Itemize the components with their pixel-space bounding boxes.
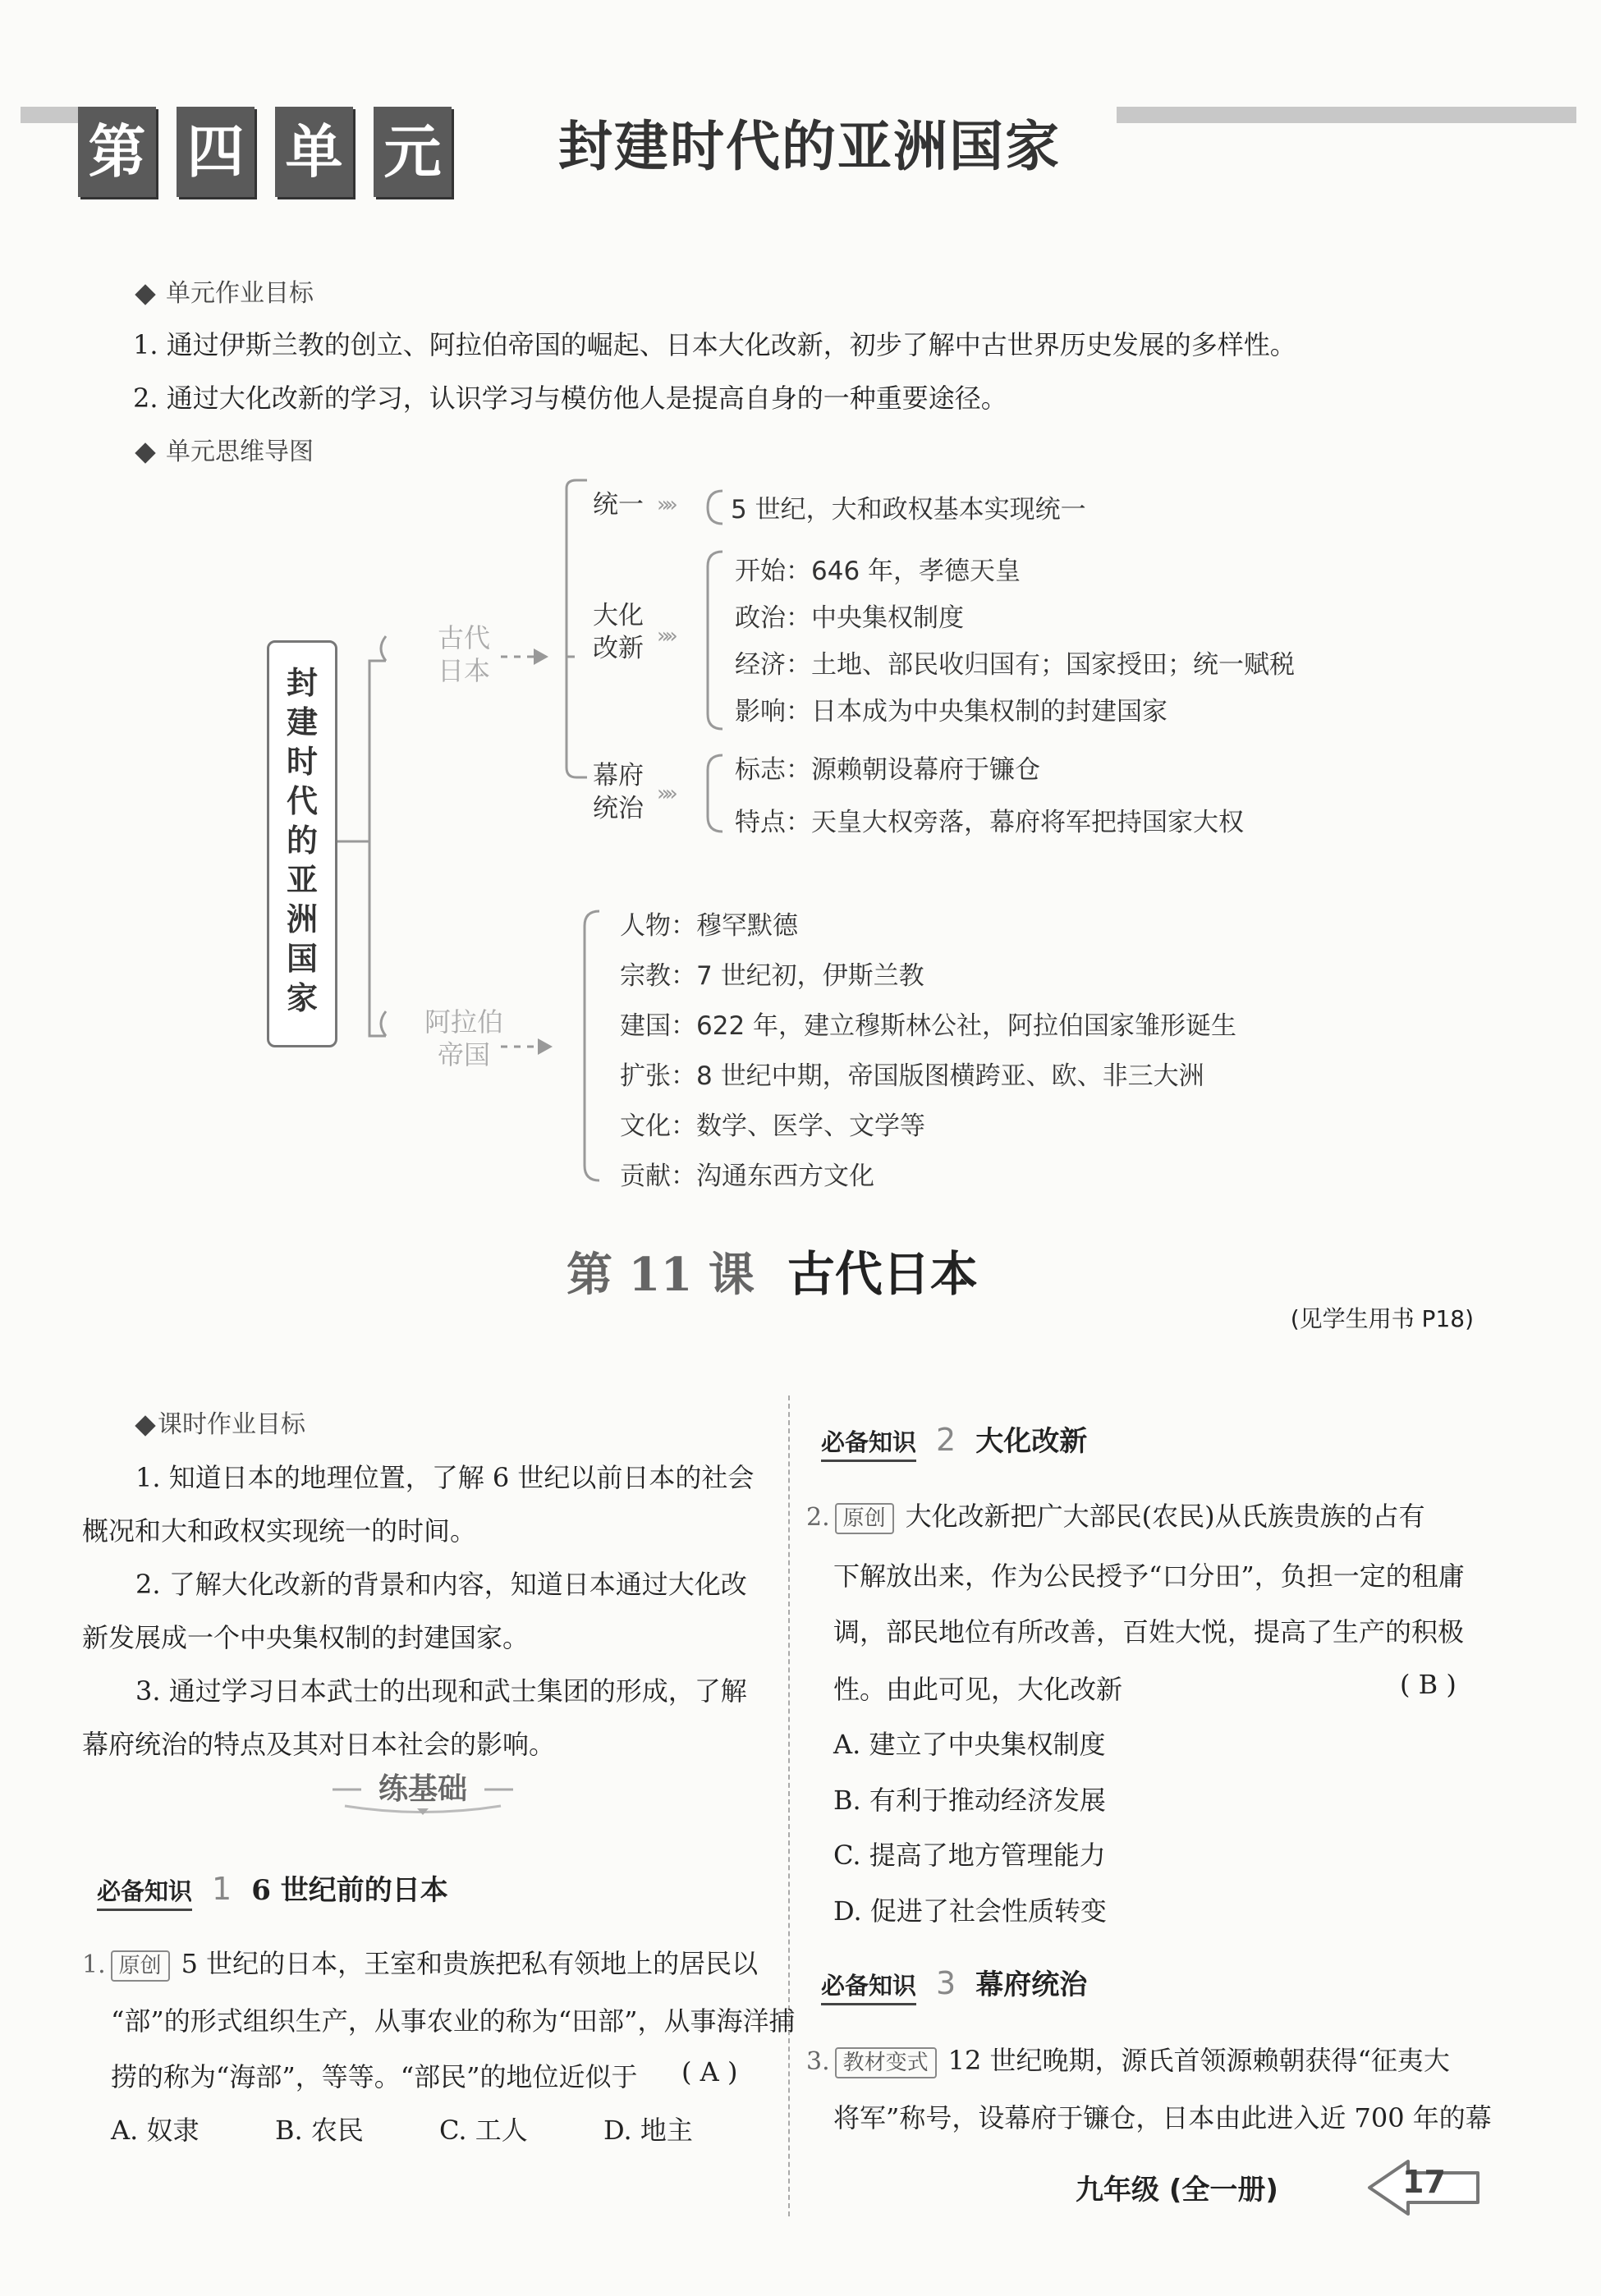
leaf-arab-1: 人物：穆罕默德 (620, 911, 798, 941)
question-1-option-c: C. 工人 (439, 2115, 528, 2146)
node-bakufu-line2: 统治 (593, 794, 644, 823)
question-3-badge: 教材变式 (835, 2047, 937, 2078)
question-2-line-1 (806, 1496, 1425, 1534)
unit-char-3: 单 (275, 107, 353, 197)
question-3-number: 3. (806, 2047, 830, 2076)
lesson-title (567, 1235, 978, 1304)
lesson-number: 第 11 课 (567, 1248, 755, 1302)
question-2-text-2: 下解放出来，作为公民授予“口分田”，负担一定的租庸 (833, 1560, 1465, 1592)
knowledge-3-title: 幕府统治 (975, 1968, 1088, 2001)
branch-arab-line1: 阿拉伯 (424, 1006, 503, 1038)
question-2-text-1: 大化改新把广大部民(农民)从氏族贵族的占有 (905, 1501, 1425, 1532)
chevron-icon: »» (657, 493, 673, 517)
leaf-arab-4: 扩张：8 世纪中期，帝国版图横跨亚、欧、非三大洲 (620, 1061, 1204, 1091)
question-1-badge: 原创 (111, 1950, 170, 1982)
unit-title: 封建时代的亚洲国家 (558, 115, 1061, 178)
unit-goal-1: 1. 通过伊斯兰教的创立、阿拉伯帝国的崛起、日本大化改新，初步了解中古世界历史发展的多样性。 (133, 329, 1296, 360)
knowledge-2-title: 大化改新 (975, 1425, 1088, 1458)
node-bakufu (593, 759, 644, 825)
column-divider (788, 1395, 790, 2216)
leaf-taika-2: 政治：中央集权制度 (735, 603, 964, 633)
leaf-bakufu-1: 标志：源赖朝设幕府于镰仓 (735, 755, 1040, 785)
chevron-icon: »» (657, 624, 673, 648)
question-2-option-c: C. 提高了地方管理能力 (833, 1840, 1106, 1871)
lesson-goal-line-5: 3. 通过学习日本武士的出现和武士集团的形成，了解 (135, 1675, 747, 1707)
branch-japan-line1: 古代 (437, 622, 490, 653)
knowledge-3-heading (821, 1962, 1087, 2005)
question-1-option-d: D. 地主 (603, 2115, 693, 2146)
question-1-text-3: 捞的称为“海部”，等等。“部民”的地位近似于 (111, 2061, 638, 2092)
knowledge-2-heading (821, 1418, 1087, 1462)
mindmap-root (267, 640, 337, 1047)
leaf-taika-1: 开始：646 年，孝德天皇 (735, 557, 1021, 586)
question-2-answer: ( B ) (1400, 1669, 1456, 1700)
branch-japan-line2: 日本 (437, 655, 490, 686)
lesson-goal-line-4: 新发展成一个中央集权制的封建国家。 (82, 1622, 530, 1653)
knowledge-1-title: 6 世纪前的日本 (251, 1874, 448, 1907)
unit-goal-2: 2. 通过大化改新的学习，认识学习与模仿他人是提高自身的一种重要途径。 (133, 383, 1007, 414)
question-1-answer: ( A ) (681, 2056, 738, 2087)
lesson-name: 古代日本 (787, 1246, 978, 1302)
leaf-arab-2: 宗教：7 世纪初，伊斯兰教 (620, 961, 924, 991)
unit-char-1: 第 (78, 107, 156, 197)
question-2-text-3: 调，部民地位有所改善，百姓大悦，提高了生产的积极 (833, 1616, 1465, 1648)
question-3-text-1: 12 世纪晚期，源氏首领源赖朝获得“征夷大 (947, 2045, 1450, 2076)
lesson-reference: (见学生用书 P18) (1290, 1305, 1474, 1332)
knowledge-2-tag: 必备知识 (821, 1424, 916, 1462)
knowledge-1-number: 1 (212, 1871, 232, 1907)
leaf-taika-4: 影响：日本成为中央集权制的封建国家 (735, 697, 1167, 726)
question-2-option-b: B. 有利于推动经济发展 (833, 1785, 1106, 1816)
question-2-option-d: D. 促进了社会性质转变 (833, 1895, 1107, 1927)
knowledge-1-heading (97, 1868, 448, 1911)
branch-japan (427, 621, 501, 687)
leaf-arab-3: 建国：622 年，建立穆斯林公社，阿拉伯国家雏形诞生 (620, 1011, 1237, 1041)
question-1-option-b: B. 农民 (275, 2115, 364, 2146)
question-2-option-a: A. 建立了中央集权制度 (833, 1729, 1106, 1760)
lesson-goals-heading-text: 课时作业目标 (158, 1410, 305, 1439)
unit-goals-heading-text: 单元作业目标 (166, 279, 314, 308)
unit-char-4: 元 (374, 107, 452, 197)
knowledge-1-tag: 必备知识 (97, 1873, 192, 1911)
lesson-goal-line-3: 2. 了解大化改新的背景和内容，知道日本通过大化改 (135, 1569, 747, 1600)
lesson-goal-line-6: 幕府统治的特点及其对日本社会的影响。 (82, 1729, 556, 1760)
node-unify: 统一 (593, 490, 644, 520)
mindmap-root-text (269, 663, 335, 1018)
drill-banner-text: 练基础 (378, 1772, 467, 1806)
leaf-arab-6: 贡献：沟通东西方文化 (620, 1162, 874, 1191)
question-2-number: 2. (806, 1503, 830, 1532)
chevron-icon: »» (657, 781, 673, 806)
question-3-line-1 (806, 2040, 1450, 2078)
leaf-bakufu-2: 特点：天皇大权旁落，幕府将军把持国家大权 (735, 808, 1244, 837)
page-number: 17 (1402, 2164, 1446, 2200)
question-1-number: 1. (82, 1950, 106, 1979)
unit-char-2: 四 (177, 107, 255, 197)
question-2-badge: 原创 (835, 1503, 894, 1534)
question-1-text-2: “部”的形式组织生产，从事农业的称为“田部”，从事海洋捕 (111, 2005, 796, 2037)
question-3-text-2: 将军”称号，设幕府于镰仓，日本由此进入近 700 年的幕 (833, 2102, 1492, 2133)
branch-arab-line2: 帝国 (437, 1039, 490, 1070)
leaf-unify: 5 世纪，大和政权基本实现统一 (731, 495, 1086, 525)
diamond-icon (135, 1415, 155, 1436)
question-1-option-a: A. 奴隶 (111, 2115, 200, 2146)
mindmap-heading-text: 单元思维导图 (166, 438, 314, 466)
question-2-text-4: 性。由此可见，大化改新 (833, 1674, 1123, 1705)
drill-banner (328, 1761, 517, 1818)
question-1-line-1 (82, 1943, 758, 1982)
node-taika-line1: 大化 (593, 601, 644, 630)
mindmap-root-label: 封建时代的亚洲国家 (286, 665, 318, 1016)
leaf-taika-3: 经济：土地、部民收归国有；国家授田；统一赋税 (735, 650, 1295, 680)
leaf-arab-5: 文化：数学、医学、文学等 (620, 1111, 925, 1141)
node-bakufu-line1: 幕府 (593, 761, 644, 791)
node-taika-line2: 改新 (593, 634, 644, 663)
question-1-text-1: 5 世纪的日本，王室和贵族把私有领地上的居民以 (181, 1948, 759, 1979)
branch-arab (423, 1006, 505, 1071)
lesson-goal-line-1: 1. 知道日本的地理位置，了解 6 世纪以前日本的社会 (135, 1462, 755, 1493)
footer-grade: 九年级 (全一册) (1076, 2174, 1278, 2207)
lesson-goals-heading (138, 1404, 305, 1440)
knowledge-3-number: 3 (936, 1965, 956, 2001)
knowledge-2-number: 2 (936, 1422, 956, 1458)
node-taika (593, 599, 644, 665)
knowledge-3-tag: 必备知识 (821, 1968, 916, 2005)
lesson-goal-line-2: 概况和大和政权实现统一的时间。 (82, 1515, 477, 1547)
